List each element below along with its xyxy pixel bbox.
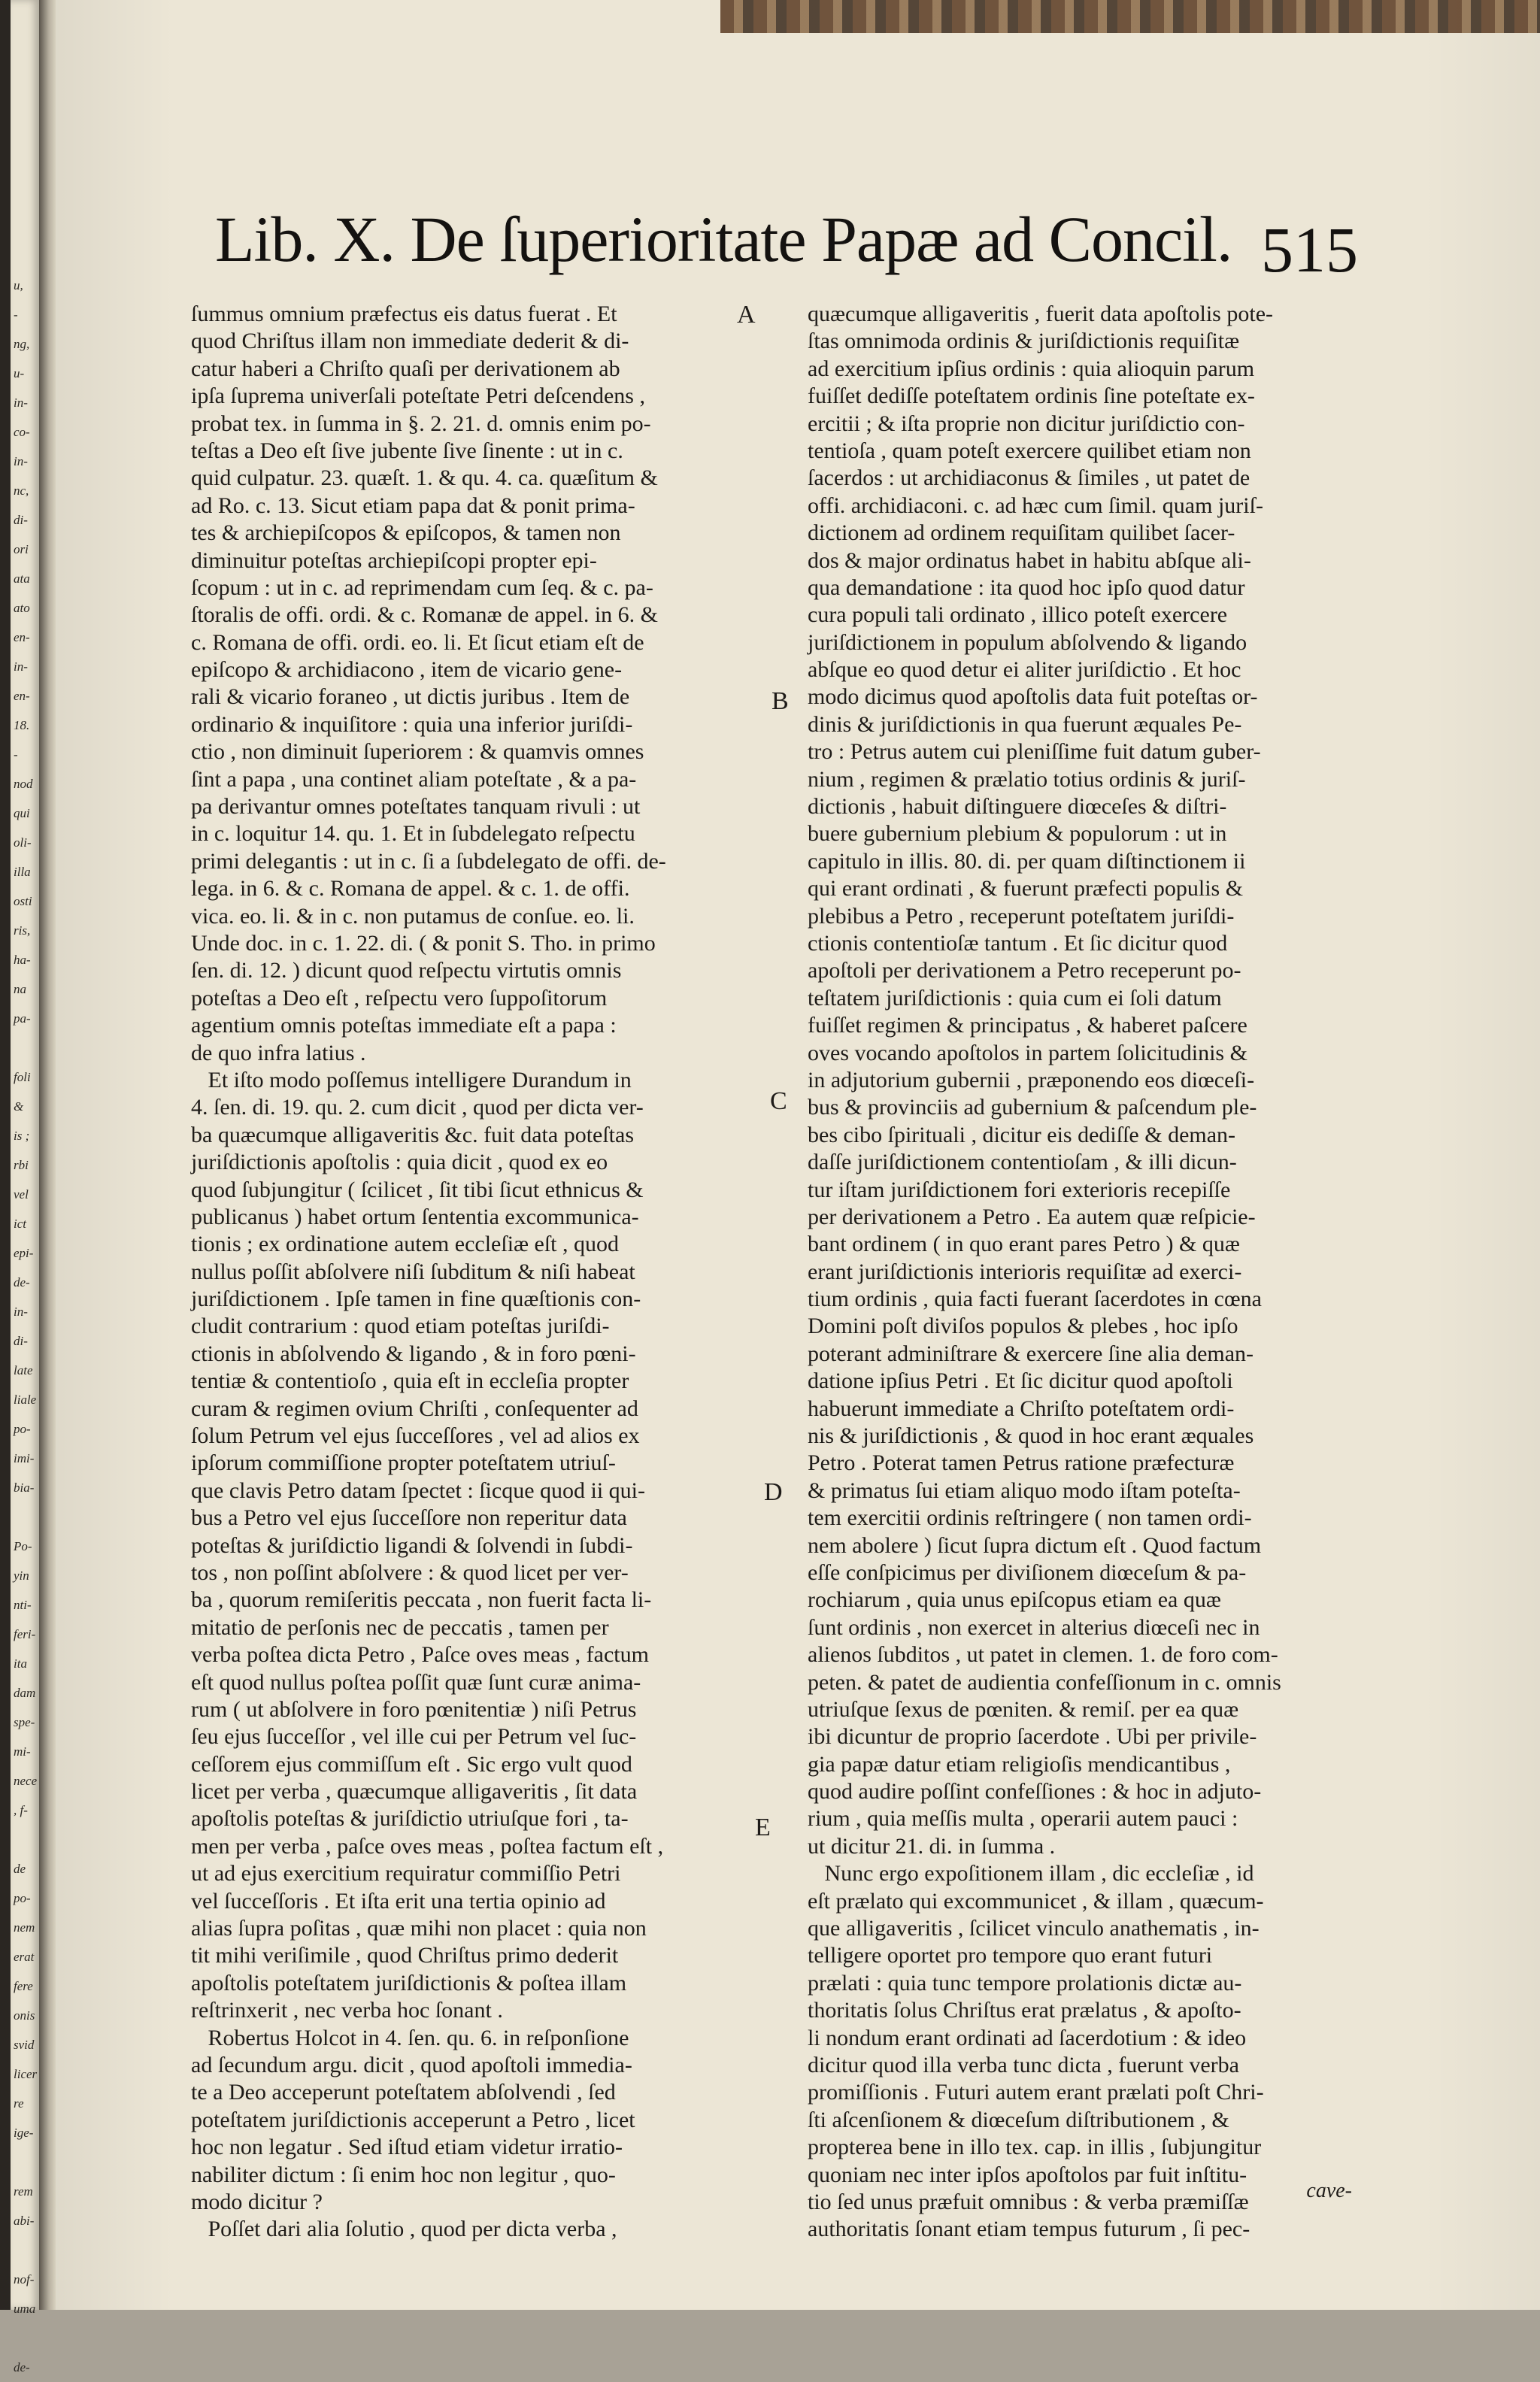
text-line: primi delegantis : ut in c. ſi a ſubdelegato de offi. de-: [191, 848, 666, 874]
book-page: [56, 0, 1540, 2310]
text-line: eſſe conſpicimus per diviſionem diœceſum & pa-: [808, 1559, 1247, 1585]
text-line: dos & major ordinatus habet in habitu abſque ali-: [808, 547, 1251, 573]
text-line: rali & vicario foraneo , ut dictis juribus . Item de: [191, 684, 630, 710]
text-line: agentium omnis poteſtas immediate eſt a papa :: [191, 1013, 617, 1038]
text-line: ſacerdos : ut archidiaconus & ſimiles , ut patet de: [808, 465, 1250, 491]
text-line: peten. & patet de audientia confeſſionum in c. omnis: [808, 1669, 1281, 1695]
text-line: juriſdictionis apoſtolis : quia dicit , quod ex eo: [191, 1150, 608, 1175]
text-line: te a Deo acceperunt poteſtatem abſolvendi , ſed: [191, 2080, 616, 2105]
text-line: quæcumque alligaveritis , fuerit data apoſtolis pote-: [808, 302, 1273, 326]
text-line: Et iſto modo poſſemus intelligere Durandum in: [191, 1067, 632, 1093]
text-line: qua demandatione : ita quod hoc ipſo quod datur: [808, 574, 1245, 600]
text-line: quid culpatur. 23. quæſt. 1. & qu. 4. ca. quæſitum &: [191, 465, 658, 491]
text-line: vel ſucceſſoris . Et iſta erit una tertia opinio ad: [191, 1888, 606, 1914]
text-line: quod audire poſſint confeſſiones : & hoc in adjuto-: [808, 1779, 1262, 1805]
text-line: per derivationem a Petro . Ea autem quæ reſpicie-: [808, 1204, 1256, 1229]
margin-marker-a: A: [737, 301, 756, 329]
text-line: curam & regimen ovium Chriſti , conſequenter ad: [191, 1396, 638, 1421]
right-column: [808, 301, 1349, 2244]
text-line: men per verba , paſce oves meas , poſtea factum eſt ,: [191, 1833, 664, 1859]
text-line: poteſtas & juriſdictio ligandi & ſolvendi in ſubdi-: [191, 1532, 633, 1558]
text-line: que alligaveritis , ſcilicet vinculo anathematis , in-: [808, 1916, 1260, 1941]
text-line: reſtrinxerit , nec verba hoc ſonant .: [191, 1998, 503, 2023]
text-line: Domini poſt diviſos populos & plebes , hoc ipſo: [808, 1314, 1238, 1339]
text-line: ſti aſcenſionem & diœceſum diſtributionem , &: [808, 2107, 1229, 2132]
text-line: quod ſubjungitur ( ſcilicet , ſit tibi ſicut ethnicus &: [191, 1177, 644, 1202]
text-line: teſtas a Deo eſt ſive jubente ſive ſinente : ut in c.: [191, 438, 623, 463]
facing-page-fragment: u, - ng, u- in- co- in- nc, di- ori ata ato en- in- en- 18. - nod qui oli- illa osti ris, ha- na pa- foli & is ; rbi vel ict epi- de- in- di- late liale po- imi- bia- Po- yin nti- feri- ita dam spe- mi- nece , f- de po- nem erat fere onis svid licer re ige- rem abi- nof- uma de-: [14, 278, 38, 2374]
book-binding: [39, 0, 56, 2310]
text-line: promiſſionis . Futuri autem erant prælati poſt Chri-: [808, 2080, 1264, 2105]
text-line: eſt prælato qui excommunicet , & illam , quæcum-: [808, 1888, 1264, 1914]
text-line: alias ſupra poſitas , quæ mihi non placet : quia non: [191, 1916, 647, 1941]
text-line: Petro . Poterat tamen Petrus ratione præfecturæ: [808, 1450, 1235, 1476]
cover-ornament: [720, 0, 1540, 33]
text-line: plebibus a Petro , receperunt poteſtatem juriſdi-: [808, 903, 1235, 929]
text-line: ſtoralis de offi. ordi. & c. Romanæ de appel. in 6. &: [191, 602, 659, 628]
text-line: Robertus Holcot in 4. ſen. qu. 6. in reſponſione: [191, 2025, 629, 2050]
text-line: c. Romana de offi. ordi. eo. li. Et ſicut etiam eſt de: [191, 629, 644, 655]
text-line: apoſtolis poteſtas & juriſdictio utriuſque fori , ta-: [191, 1806, 629, 1832]
text-line: prælati : quia tunc tempore prolationis dictæ au-: [808, 1970, 1242, 1996]
text-line: modo dicimus quod apoſtolis data fuit poteſtas or-: [808, 684, 1258, 710]
text-line: ſint a papa , una continet aliam poteſtate , & a pa-: [191, 766, 637, 792]
text-line: alienos ſubditos , ut patet in clemen. 1. de foro com-: [808, 1642, 1278, 1668]
text-line: lega. in 6. & c. Romana de appel. & c. 1. de offi.: [191, 876, 630, 902]
text-line: authoritatis ſonant etiam tempus futurum , ſi pec-: [808, 2217, 1250, 2242]
text-line: ceſſorem ejus commiſſum eſt . Sic ergo vult quod: [191, 1751, 632, 1777]
margin-marker-d: D: [764, 1478, 783, 1506]
text-line: que clavis Petro datam ſpectet : ſicque quod ii qui-: [191, 1477, 645, 1503]
text-line: datione ipſius Petri . Et ſic dicitur quod apoſtoli: [808, 1368, 1233, 1394]
text-line: nem abolere ) ſicut ſupra dictum eſt . Quod factum: [808, 1532, 1262, 1558]
text-line: qui erant ordinati , & fuerunt præfecti populis &: [808, 876, 1244, 902]
text-line: buere gubernium plebium & populorum : ut in: [808, 821, 1227, 847]
text-line: ut ad ejus exercitium requiratur commiſſio Petri: [191, 1861, 621, 1887]
running-header: [215, 202, 1358, 299]
text-line: utriuſque ſexus de pœniten. & remiſ. per ea quæ: [808, 1696, 1239, 1722]
running-title: Lib. X. De ſuperioritate Papæ ad Concil.: [215, 203, 1232, 275]
text-line: 4. ſen. di. 19. qu. 2. cum dicit , quod per dicta ver-: [191, 1095, 644, 1120]
text-line: daſſe juriſdictionem contentioſam , & illi dicun-: [808, 1150, 1237, 1175]
text-line: ſolum Petrum vel ejus ſucceſſores , vel ad alios ex: [191, 1423, 640, 1449]
text-line: thoritatis ſolus Chriſtus erat prælatus , & apoſto-: [808, 1998, 1241, 2023]
text-line: mitatio de perſonis nec de peccatis , tamen per: [191, 1614, 609, 1640]
text-line: ba , quorum remiſeritis peccata , non fuerit facta li-: [191, 1587, 652, 1613]
text-line: bant ordinem ( in quo erant pares Petro ) & quæ: [808, 1232, 1240, 1257]
text-line: publicanus ) habet ortum ſententia excommunica-: [191, 1204, 639, 1229]
text-line: cura populi tali ordinato , illico poteſt exercere: [808, 602, 1228, 628]
text-line: & primatus ſui etiam aliquo modo iſtam poteſta-: [808, 1477, 1241, 1503]
text-line: apoſtoli per derivationem a Petro receperunt po-: [808, 958, 1241, 983]
text-line: poterant adminiſtrare & exercere ſine alia deman-: [808, 1341, 1254, 1366]
text-line: rochiarum , quia unus epiſcopus etiam ea quæ: [808, 1587, 1221, 1613]
text-line: ſummus omnium præfectus eis datus fuerat . Et: [191, 302, 617, 326]
gutter-shadow: [0, 0, 11, 2310]
text-line: apoſtolis poteſtatem juriſdictionis & poſtea illam: [191, 1970, 627, 1996]
text-line: licet per verba , quæcumque alligaveritis , ſit data: [191, 1779, 638, 1805]
text-line: Unde doc. in c. 1. 22. di. ( & ponit S. Tho. in primo: [191, 930, 656, 956]
text-line: erant juriſdictionis interioris requiſitæ ad exerci-: [808, 1259, 1242, 1284]
text-line: quoniam nec inter ipſos apoſtolos par fuit inſtitu-: [808, 2162, 1247, 2187]
text-line: rium , quia meſſis multa , operarii autem pauci :: [808, 1806, 1238, 1832]
text-line: cludit contrarium : quod etiam poteſtas juriſdi-: [191, 1314, 610, 1339]
text-line: ctionis contentioſæ tantum . Et ſic dicitur quod: [808, 930, 1228, 956]
facing-page: [11, 0, 39, 2374]
text-line: dictionem ad ordinem requiſitam quilibet ſacer-: [808, 520, 1235, 546]
text-line: ba quæcumque alligaveritis &c. fuit data poteſtas: [191, 1122, 634, 1147]
text-line: tentiæ & contentioſo , quia eſt in eccleſia propter: [191, 1368, 629, 1394]
text-line: tit mihi veriſimile , quod Chriſtus primo dederit: [191, 1943, 619, 1968]
text-line: dicitur quod illa verba tunc dicta , fuerunt verba: [808, 2053, 1239, 2077]
text-line: probat tex. in ſumma in §. 2. 21. d. omnis enim po-: [191, 411, 651, 436]
text-line: ipſorum commiſſione propter poteſtatem utriuſ-: [191, 1450, 616, 1476]
text-line: ctio , non diminuit ſuperiorem : & quamvis omnes: [191, 739, 644, 765]
text-line: fuiſſet regimen & principatus , & haberet paſcere: [808, 1013, 1247, 1038]
margin-marker-e: E: [755, 1814, 771, 1841]
text-line: tur iſtam juriſdictionem fori exterioris recepiſſe: [808, 1177, 1231, 1202]
text-line: juriſdictionem . Ipſe tamen in fine quæſtionis con-: [191, 1286, 641, 1312]
text-line: tro : Petrus autem cui pleniſſime fuit datum guber-: [808, 739, 1261, 765]
text-line: rum ( ut abſolvere in foro pœnitentiæ ) niſi Petrus: [191, 1696, 637, 1722]
text-line: ut dicitur 21. di. in ſumma .: [808, 1833, 1056, 1859]
text-line: oves vocando apoſtolos in partem ſolicitudinis &: [808, 1040, 1247, 1065]
text-line: tem exercitii ordinis reſtringere ( non tamen ordi-: [808, 1505, 1252, 1531]
text-line: ctionis in abſolvendo & ligando , & in foro pœni-: [191, 1341, 636, 1366]
text-line: tes & archiepiſcopos & epiſcopos, & tamen non: [191, 520, 621, 546]
text-line: ſtas omnimoda ordinis & juriſdictionis requiſitæ: [808, 329, 1240, 354]
text-line: teſtatem juriſdictionis : quia cum ei ſoli datum: [808, 985, 1222, 1011]
margin-marker-c: C: [770, 1087, 787, 1115]
text-line: telligere oportet pro tempore quo erant futuri: [808, 1943, 1213, 1968]
text-line: nis & juriſdictionis , & quod in hoc erant æquales: [808, 1423, 1254, 1449]
left-column: [191, 301, 770, 2244]
text-line: bes cibo ſpirituali , dicitur eis dediſſe & deman-: [808, 1122, 1236, 1147]
text-line: poteſtas a Deo eſt , reſpectu vero ſuppoſitorum: [191, 985, 608, 1011]
text-line: habuerunt immediate a Chriſto poteſtatem ordi-: [808, 1396, 1235, 1421]
text-line: nullus poſſit abſolvere niſi ſubditum & niſi habeat: [191, 1259, 635, 1284]
text-line: modo dicitur ?: [191, 2189, 323, 2214]
text-line: dictionis , habuit diſtinguere diœceſes & diſtri-: [808, 794, 1227, 820]
text-line: ad exercitium ipſius ordinis : quia alioquin parum: [808, 356, 1255, 381]
text-line: epiſcopo & archidiacono , item de vicario gene-: [191, 657, 623, 683]
text-line: fuiſſet dediſſe poteſtatem ordinis ſine poteſtate ex-: [808, 383, 1255, 409]
text-line: abſque eo quod detur ei aliter juriſdictio . Et hoc: [808, 657, 1241, 683]
text-line: ordinario & inquiſitore : quia una inferior juriſdi-: [191, 711, 633, 737]
margin-marker-b: B: [772, 687, 789, 715]
text-line: juriſdictionem in populum abſolvendo & ligando: [808, 629, 1247, 655]
text-line: ipſa ſuprema univerſali poteſtate Petri deſcendens ,: [191, 383, 645, 409]
text-line: Poſſet dari alia ſolutio , quod per dicta verba ,: [191, 2217, 617, 2242]
text-line: ſen. di. 12. ) dicunt quod reſpectu virtutis omnis: [191, 958, 622, 983]
text-line: offi. archidiaconi. c. ad hæc cum ſimil. quam juriſ-: [808, 492, 1263, 518]
text-line: quod Chriſtus illam non immediate dederit & di-: [191, 329, 629, 354]
text-line: eſt quod nullus poſtea poſſit quæ ſunt curæ anima-: [191, 1669, 641, 1695]
text-line: ſcopum : ut in c. ad reprimendam cum ſeq. & c. pa-: [191, 574, 653, 600]
text-line: tos , non poſſint abſolvere : & quod licet per ver-: [191, 1559, 629, 1585]
text-line: li nondum erant ordinati ad ſacerdotium : & ideo: [808, 2025, 1247, 2050]
text-line: ad Ro. c. 13. Sicut etiam papa dat & ponit prima-: [191, 492, 635, 518]
text-line: dinis & juriſdictionis in qua fuerunt æquales Pe-: [808, 711, 1242, 737]
text-line: verba poſtea dicta Petro , Paſce oves meas , factum: [191, 1642, 649, 1668]
text-line: in adjutorium gubernii , præponendo eos diœceſi-: [808, 1067, 1255, 1093]
text-line: poteſtatem juriſdictionis acceperunt a Petro , licet: [191, 2107, 635, 2132]
text-line: ercitii ; & iſta proprie non dicitur juriſdictio con-: [808, 411, 1245, 436]
text-line: propterea bene in illo tex. cap. in illis , ſubjungitur: [808, 2135, 1262, 2160]
text-line: gia papæ datur etiam religioſis mendicantibus ,: [808, 1751, 1231, 1777]
text-line: hoc non legatur . Sed iſtud etiam videtur irratio-: [191, 2135, 623, 2160]
text-line: de quo infra latius .: [191, 1040, 366, 1065]
text-line: nium , regimen & prælatio totius ordinis & juriſ-: [808, 766, 1246, 792]
text-line: pa derivantur omnes poteſtates tanquam rivuli : ut: [191, 794, 641, 820]
text-line: bus a Petro vel ejus ſucceſſore non reperitur data: [191, 1505, 627, 1531]
text-line: ibi dicuntur de proprio ſacerdote . Ubi per privile-: [808, 1724, 1257, 1750]
text-line: catur haberi a Chriſto quaſi per derivationem ab: [191, 356, 620, 381]
text-line: tionis ; ex ordinatione autem eccleſiæ eſt , quod: [191, 1232, 620, 1257]
text-line: capitulo in illis. 80. di. per quam diſtinctionem ii: [808, 848, 1246, 874]
text-line: ſunt ordinis , non exercet in alterius diœceſi nec in: [808, 1614, 1260, 1640]
text-line: Nunc ergo expoſitionem illam , dic eccleſiæ , id: [808, 1861, 1254, 1887]
text-line: tium ordinis , quia facti fuerant ſacerdotes in cœna: [808, 1286, 1262, 1312]
catchword: cave-: [1306, 2179, 1352, 2202]
text-line: in c. loquitur 14. qu. 1. Et in ſubdelegato reſpectu: [191, 821, 635, 847]
text-line: bus & provinciis ad gubernium & paſcendum ple-: [808, 1095, 1257, 1120]
text-line: tentioſa , quam poteſt exercere quilibet etiam non: [808, 438, 1251, 463]
text-line: ſeu ejus ſucceſſor , vel ille cui per Petrum vel ſuc-: [191, 1724, 637, 1750]
text-line: diminuitur poteſtas archiepiſcopi propter epi-: [191, 547, 597, 573]
text-line: tio ſed unus præfuit omnibus : & verba præmiſſæ: [808, 2189, 1249, 2214]
text-line: nabiliter dictum : ſi enim hoc non legitur , quo-: [191, 2162, 616, 2187]
page-number: 515: [1261, 214, 1358, 286]
text-line: vica. eo. li. & in c. non putamus de conſue. eo. li.: [191, 903, 635, 929]
text-line: ad ſecundum argu. dicit , quod apoſtoli immedia-: [191, 2053, 632, 2077]
